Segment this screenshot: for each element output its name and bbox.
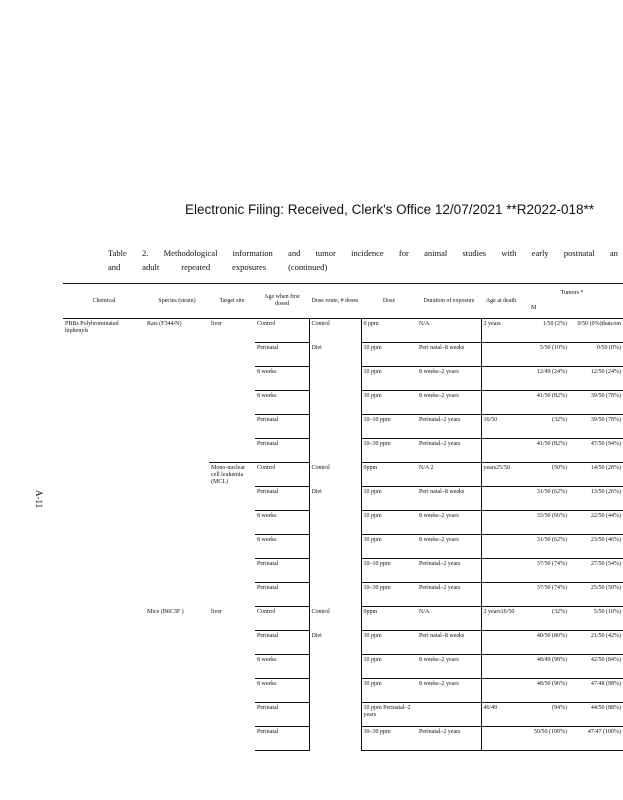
duration-cell: Perinatal–2 years [417,583,481,607]
target-site-cell [209,511,255,535]
age-first-dosed-cell: Perinatal [255,631,309,655]
age-at-death-cell [481,655,521,679]
dose-cell: 10–10 ppm [361,415,417,439]
age-first-dosed-cell: Perinatal [255,487,309,511]
age-at-death-cell: 2 years16/50 [481,607,521,631]
tumors-female-cell: 39/50 (78%) [569,415,623,439]
tumors-male-cell: 37/50 (74%) [521,583,569,607]
age-at-death-cell: years25/50 [481,463,521,487]
chemical-cell [63,535,145,559]
caption-word: animal [424,248,448,258]
table-row [63,343,623,367]
dose-route-cell [309,727,361,751]
age-first-dosed-cell: Perinatal [255,559,309,583]
dose-route-cell [309,655,361,679]
caption-word: and [288,248,301,258]
tumors-female-cell: 0/50 (0%)thatcom [569,319,623,343]
dose-route-cell [309,367,361,391]
species-cell: Rats (F344/N) [147,321,182,327]
header-dose: Dose [361,284,417,319]
tumors-male-cell: 40/50 (80%) [521,631,569,655]
age-at-death-cell [481,343,521,367]
species-cell [145,679,209,703]
species-cell [145,703,209,727]
duration-cell: N/A [417,607,481,631]
age-first-dosed-cell: 8 weeks [255,535,309,559]
age-first-dosed-cell: Perinatal [255,703,309,727]
tumors-male-cell: 41/50 (82%) [521,439,569,463]
electronic-filing-header: Electronic Filing: Received, Clerk's Office 12/07/2021 **R2022-018** [185,202,595,217]
duration-cell: N/A 2 [417,463,481,487]
age-first-dosed-cell: Perinatal [255,583,309,607]
header-tumors [521,284,623,319]
dose-route-cell [309,583,361,607]
species-cell [145,511,209,535]
duration-cell: 8 weeks–2 years [417,679,481,703]
dose-route-cell [309,559,361,583]
tumors-male-cell: 12/49 (24%) [521,367,569,391]
target-site-cell [209,679,255,703]
duration-cell: 8 weeks–2 years [417,511,481,535]
target-site-cell [209,631,255,655]
species-cell [145,583,209,607]
tumors-male-cell: 37/50 (74%) [521,559,569,583]
duration-cell: Peri natal–8 weeks [417,631,481,655]
header-age-at-death: Age at death [481,284,521,319]
chemical-cell [63,391,145,415]
dose-cell: 30 ppm [361,631,417,655]
tumors-male-cell: 33/50 (66%) [521,511,569,535]
table-row [63,583,623,607]
chemical-cell [63,487,145,511]
target-site-cell: liver [211,608,222,615]
tumors-female-cell: 0/50 (0%) [569,343,623,367]
duration-cell: 8 weeks–2 years [417,391,481,415]
dose-route-cell: Diet [309,343,361,367]
dose-route-cell [309,391,361,415]
target-site-cell [209,703,255,727]
age-first-dosed-cell: Control [255,607,309,631]
age-at-death-cell [481,391,521,415]
target-site-cell [209,655,255,679]
tumors-female-cell: 25/50 (50%) [569,583,623,607]
age-at-death-cell: 2 years [481,319,521,343]
age-first-dosed-cell: Perinatal [255,415,309,439]
caption-word: for [398,248,409,258]
tumors-female-cell: 39/50 (78%) [569,391,623,415]
caption-word: repeated [181,262,211,272]
duration-cell: 8 weeks–2 years [417,367,481,391]
target-site-cell [209,367,255,391]
age-first-dosed-cell: 8 weeks [255,367,309,391]
dose-route-cell: Control [309,319,361,343]
species-cell: Mice (B6C3F ) [147,608,184,615]
dose-route-cell [309,439,361,463]
dose-route-cell [309,703,361,727]
table-header-row [63,284,623,319]
tumors-female-cell: 42/50 (84%) [569,655,623,679]
age-first-dosed-cell: 8 weeks [255,679,309,703]
age-first-dosed-cell: Perinatal [255,727,309,751]
target-site-cell: Mono-nuclear cell leukemia (MCL) [209,463,255,487]
chemical-cell [63,463,145,487]
tumors-male-cell: 1/50 (2%) [521,319,569,343]
dose-cell: 30 ppm [361,535,417,559]
table-row [63,487,623,511]
species-cell [145,655,209,679]
age-at-death-cell [481,631,521,655]
age-at-death-cell [481,583,521,607]
caption-word: with [501,248,517,258]
dose-route-cell: Diet [309,487,361,511]
table-row [63,631,623,655]
target-site-cell [209,343,255,367]
duration-cell [417,703,481,727]
dose-cell: 10–30 ppm [361,439,417,463]
tumors-male-cell: 50/50 (100%) [521,727,569,751]
dose-cell: 30–30 ppm [361,727,417,751]
caption-word: studies [462,248,487,258]
age-at-death-cell [481,367,521,391]
dose-route-cell [309,679,361,703]
dose-cell: 0 ppm [361,319,417,343]
dose-cell: 10–30 ppm [361,583,417,607]
duration-cell: Perinatal–2 years [417,439,481,463]
table-row [63,559,623,583]
caption-word: and [108,262,121,272]
caption-word: incidence [351,248,384,258]
target-site-cell [209,391,255,415]
tumors-female-cell: 14/50 (28%) [569,463,623,487]
header-chemical: Chemical [63,284,145,319]
table-row [63,703,623,727]
table-row [63,727,623,751]
dose-route-cell [309,511,361,535]
chemical-cell: PBBs Polybrominated biphenyls [65,321,119,334]
age-at-death-cell [481,535,521,559]
caption-line-1 [108,246,618,260]
age-first-dosed-cell: 8 weeks [255,391,309,415]
tumors-female-cell: 44/50 (88%) [569,703,623,727]
duration-cell: Perinatal–2 years [417,415,481,439]
tumors-female-cell: 23/50 (46%) [569,535,623,559]
tumors-male-cell: 48/50 (96%) [521,679,569,703]
target-site-cell: liver [211,321,222,327]
table-row [63,319,623,343]
dose-route-cell [309,415,361,439]
header-age-first-dosed: Age when first dosed [255,284,309,319]
age-first-dosed-cell: 8 weeks [255,655,309,679]
chemical-cell [63,655,145,679]
caption-word: (continued) [288,262,328,272]
header-target-site: Target site [209,284,255,319]
tumors-female-cell: 47/47 (100%) [569,727,623,751]
chemical-cell [63,679,145,703]
dose-cell: 0ppm [361,607,417,631]
chemical-cell [63,511,145,535]
header-tumors-label: Tumors * [560,290,584,296]
species-cell [145,391,209,415]
age-at-death-cell [481,487,521,511]
species-cell [145,439,209,463]
caption-word: tumor [315,248,336,258]
duration-cell: Peri natal–8 weeks [417,487,481,511]
tumors-male-cell: (94%) [521,703,569,727]
age-at-death-cell [481,559,521,583]
caption-word: information [232,248,273,258]
tumors-male-cell: (32%) [521,415,569,439]
caption-word: Methodological [163,248,218,258]
duration-cell: Perinatal–2 years [417,727,481,751]
tumors-female-cell: 47/48 (98%) [569,679,623,703]
dose-cell: 30 ppm [361,391,417,415]
target-site-cell [209,535,255,559]
header-duration: Duration of exposure [417,284,481,319]
tumors-male-cell: (50%) [521,463,569,487]
table-caption [108,246,618,274]
tumors-female-cell: 22/50 (44%) [569,511,623,535]
chemical-cell [63,703,145,727]
tumors-female-cell: 47/50 (94%) [569,439,623,463]
dose-route-cell: Diet [309,631,361,655]
table-row [63,439,623,463]
tumors-female-cell: 27/50 (54%) [569,559,623,583]
duration-cell: 8 weeks–2 years [417,535,481,559]
age-first-dosed-cell: Perinatal [255,343,309,367]
tumors-female-cell: 12/50 (24%) [569,367,623,391]
species-cell [145,535,209,559]
caption-word: postnatal [563,248,595,258]
tumors-female-cell: 5/50 (10%) [569,607,623,631]
species-cell [145,727,209,751]
tumors-male-cell: 5/50 (10%) [521,343,569,367]
tumors-male-cell: 31/50 (62%) [521,487,569,511]
table-row [63,655,623,679]
chemical-cell [63,343,145,367]
table-row [63,463,623,487]
tumors-male-cell: 31/50 (62%) [521,535,569,559]
caption-line-2 [108,260,618,274]
caption-word: early [531,248,549,258]
species-cell [145,487,209,511]
age-at-death-cell [481,439,521,463]
table-row [63,535,623,559]
table-row [63,367,623,391]
chemical-cell [63,439,145,463]
dose-cell: 0ppm [361,463,417,487]
header-tumors-male: M [531,305,537,311]
chemical-cell [63,367,145,391]
species-cell [145,343,209,367]
age-first-dosed-cell: 8 weeks [255,511,309,535]
header-species: Species (strain) [145,284,209,319]
chemical-cell [63,607,145,631]
age-first-dosed-cell: Perinatal [255,439,309,463]
tumors-male-cell: (32%) [521,607,569,631]
tumors-male-cell: 41/50 (82%) [521,391,569,415]
dose-route-cell: Control [309,607,361,631]
target-site-cell [209,583,255,607]
dose-cell: 10 ppm [361,655,417,679]
table-row [63,679,623,703]
duration-cell: Peri natal–8 weeks [417,343,481,367]
chemical-cell [63,583,145,607]
caption-word: Table [108,248,127,258]
tumors-female-cell: 21/50 (42%) [569,631,623,655]
tumors-female-cell: 13/50 (26%) [569,487,623,511]
species-cell [145,463,209,487]
species-cell [145,367,209,391]
duration-cell: Perinatal–2 years [417,559,481,583]
chemical-cell [63,631,145,655]
table-row [63,391,623,415]
age-at-death-cell [481,511,521,535]
caption-word: 2. [142,248,149,258]
dose-cell: 10 ppm Perinatal–2 years [361,703,417,727]
tumor-incidence-table [63,283,621,751]
table-row [63,607,623,631]
caption-word: an [609,248,618,258]
chemical-cell [63,559,145,583]
duration-cell: 8 weeks–2 years [417,655,481,679]
chemical-cell [63,415,145,439]
age-at-death-cell [481,679,521,703]
species-cell [145,631,209,655]
dose-cell: 30 ppm [361,679,417,703]
age-first-dosed-cell: Control [255,319,309,343]
header-dose-route: Dose route, # doses [309,284,361,319]
target-site-cell [209,415,255,439]
age-at-death-cell: 46/49 [481,703,521,727]
caption-word: exposures [232,262,267,272]
target-site-cell [209,487,255,511]
dose-route-cell [309,535,361,559]
dose-cell: 10–10 ppm [361,559,417,583]
age-at-death-cell: 16/50 [481,415,521,439]
dose-route-cell: Control [309,463,361,487]
table-row [63,415,623,439]
target-site-cell [209,439,255,463]
dose-cell: 10 ppm [361,343,417,367]
species-cell [145,559,209,583]
dose-cell: 10 ppm [361,511,417,535]
table-row [63,511,623,535]
tumors-male-cell: 48/49 (98%) [521,655,569,679]
age-at-death-cell [481,727,521,751]
target-site-cell [209,727,255,751]
dose-cell: 10 ppm [361,367,417,391]
species-cell [145,415,209,439]
duration-cell: N/A [417,319,481,343]
age-first-dosed-cell: Control [255,463,309,487]
dose-cell: 10 ppm [361,487,417,511]
caption-word: adult [142,262,160,272]
page-number-side-label: A-11 [34,490,44,509]
chemical-cell [63,727,145,751]
target-site-cell [209,559,255,583]
